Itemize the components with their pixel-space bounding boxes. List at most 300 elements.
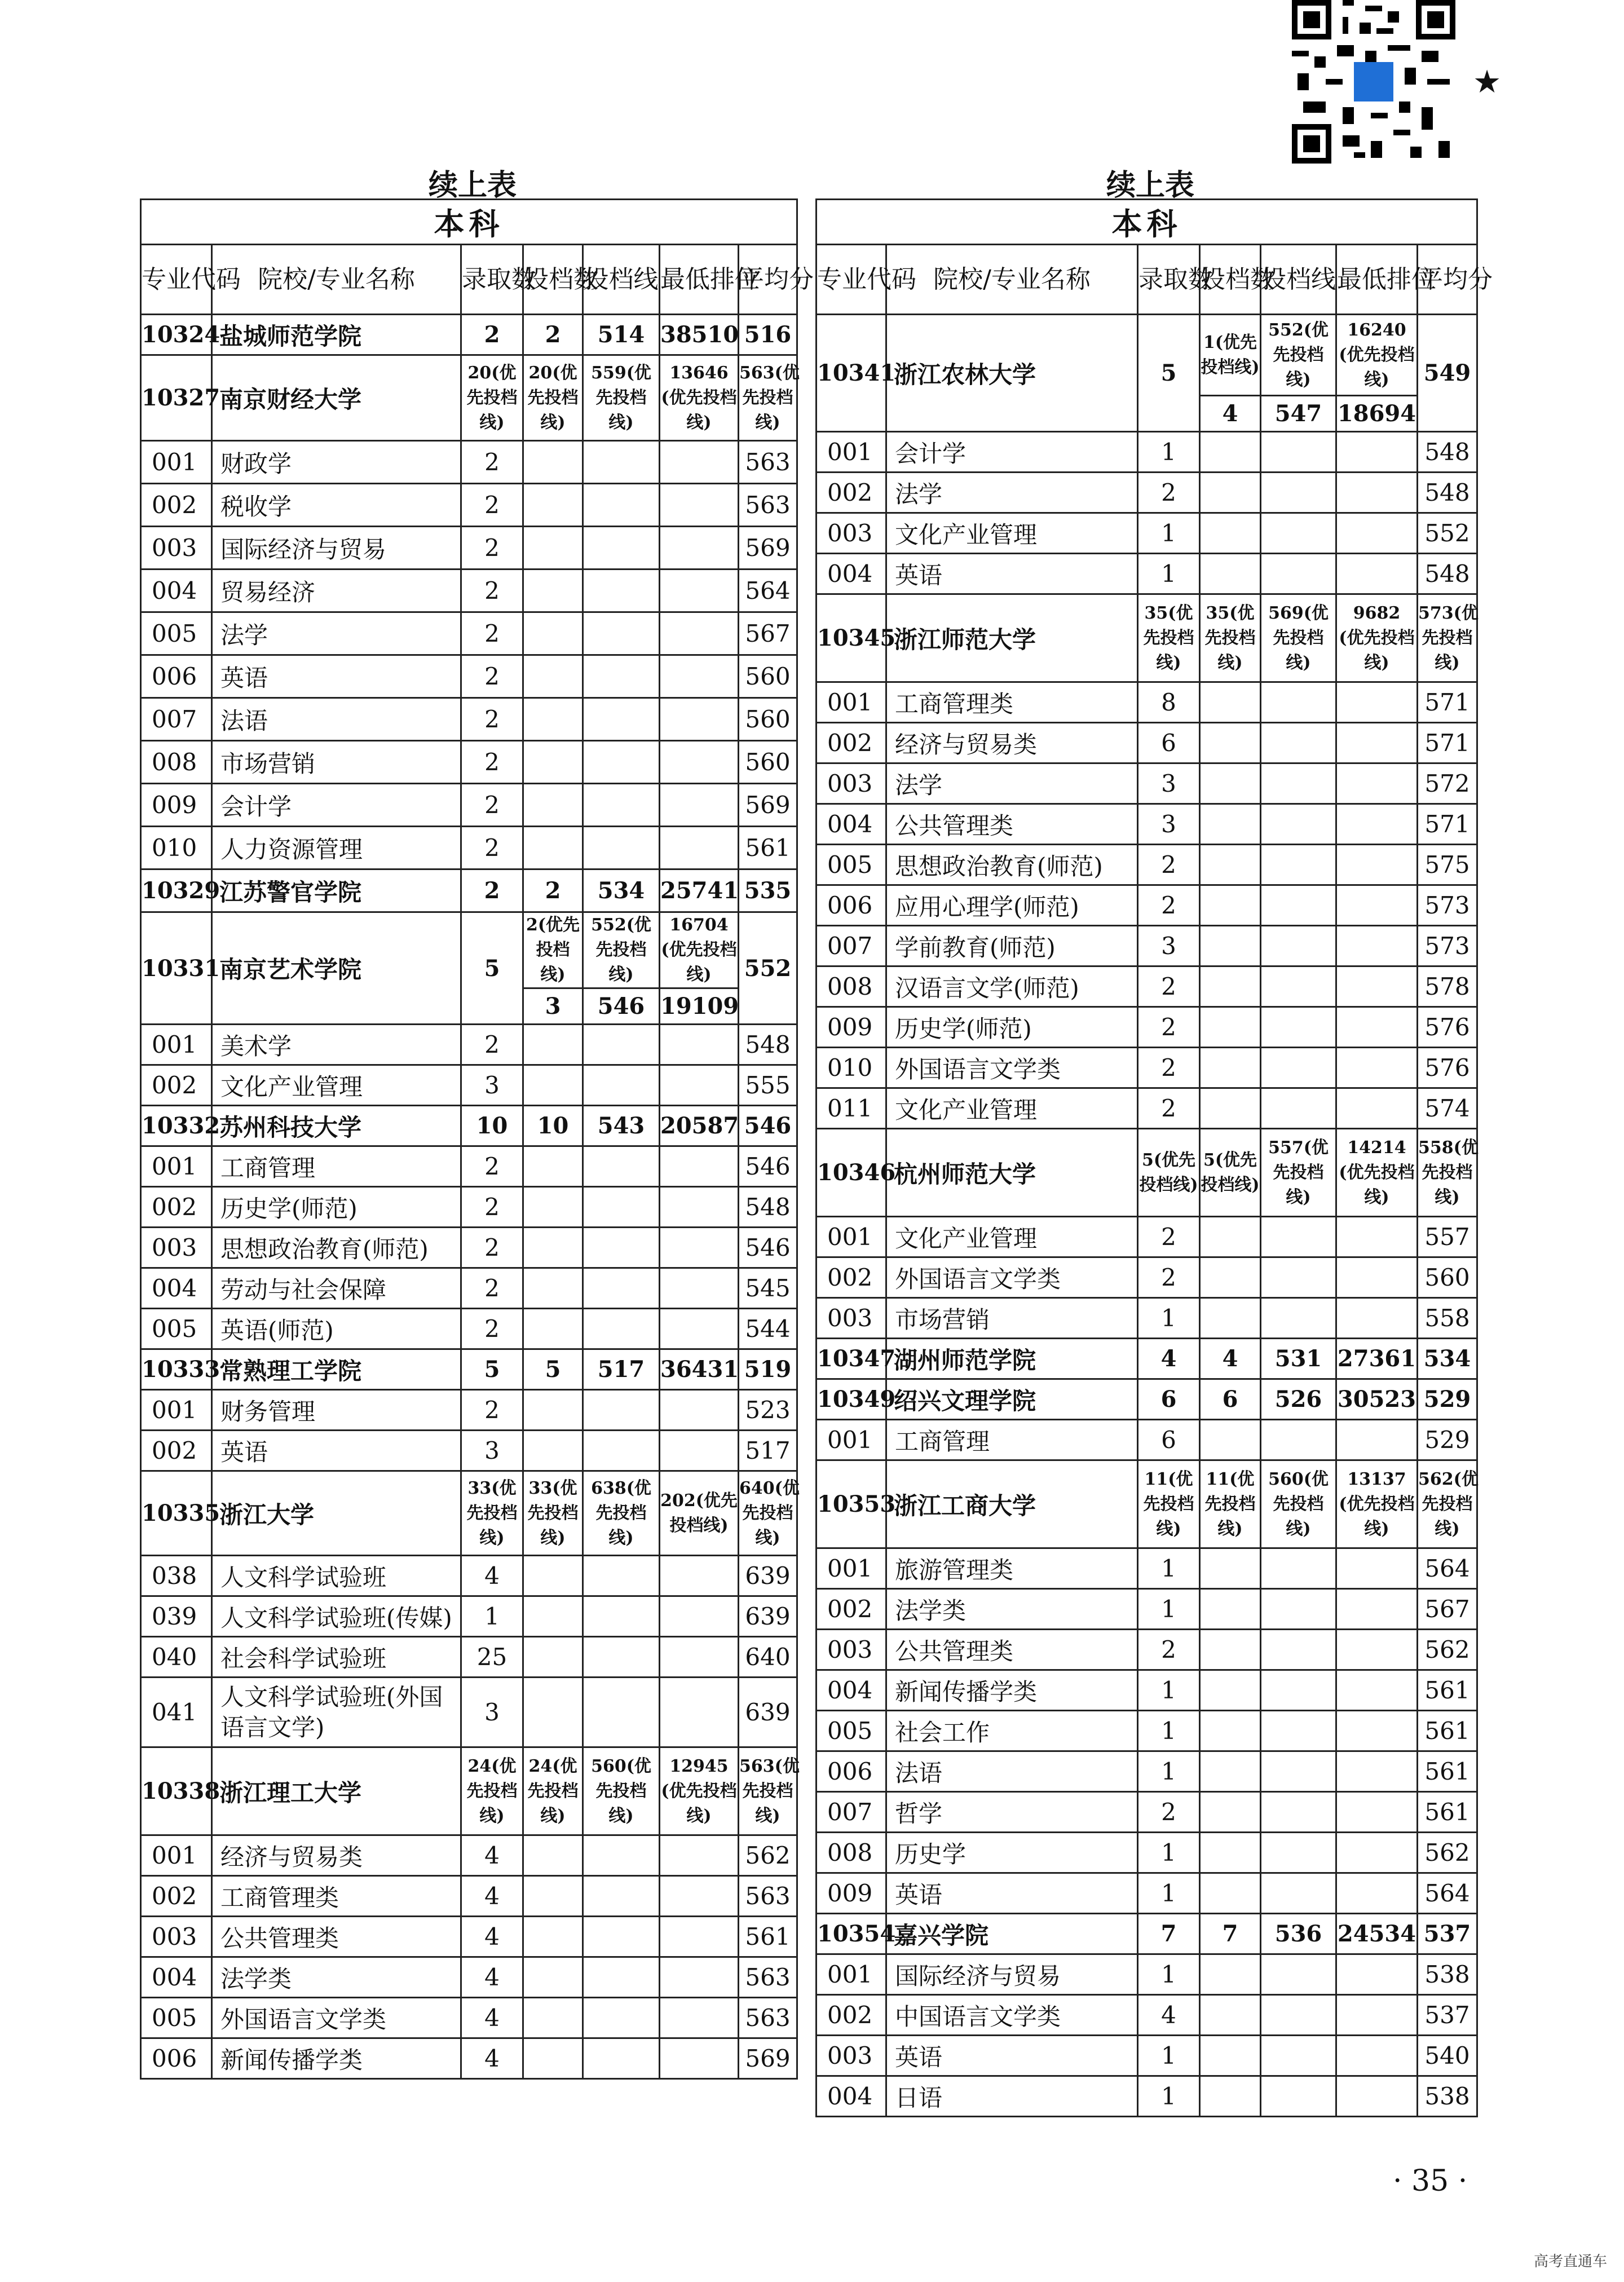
major-code: 005: [141, 1998, 212, 2038]
school-name: 湖州师范学院: [886, 1339, 1138, 1379]
file-count-priority: 1(优先投档线): [1200, 315, 1261, 396]
major-code: 041: [141, 1678, 212, 1747]
major-code: 010: [817, 1048, 886, 1088]
avg-score: 548: [1418, 432, 1477, 473]
major-code: 005: [141, 612, 212, 655]
major-name: 英语: [212, 655, 461, 698]
major-code: 011: [817, 1088, 886, 1129]
major-code: 039: [141, 1596, 212, 1637]
major-row: [141, 1917, 797, 1957]
major-row: [817, 1751, 1477, 1792]
admit-count: 2: [461, 315, 523, 355]
major-name: 国际经济与贸易: [886, 1954, 1138, 1995]
admission-table-right: [815, 198, 1493, 2117]
avg-score: 571: [1418, 723, 1477, 763]
major-code: 004: [141, 1957, 212, 1998]
major-name: 法学: [886, 763, 1138, 804]
min-rank: 30523: [1336, 1379, 1418, 1420]
avg-score: 573: [1418, 885, 1477, 926]
avg-score: 561: [1418, 1792, 1477, 1833]
admit-count: 2: [461, 1309, 523, 1349]
section-title: 本科: [141, 200, 797, 245]
caption-left: 续上表: [429, 168, 517, 202]
school-name: 浙江理工大学: [212, 1747, 461, 1835]
avg-score: 538: [1418, 2076, 1477, 2117]
major-code: 006: [817, 885, 886, 926]
major-name: 公共管理类: [886, 1630, 1138, 1670]
major-code: 004: [817, 2076, 886, 2117]
avg-score: 564: [1418, 1548, 1477, 1589]
file-count: 5(优先投档线): [1200, 1129, 1261, 1217]
major-name: 公共管理类: [212, 1917, 461, 1957]
school-row: [817, 594, 1477, 682]
admit-count: 2: [1138, 1217, 1200, 1257]
major-name: 税收学: [212, 484, 461, 527]
major-name: 经济与贸易类: [212, 1835, 461, 1876]
major-name: 人力资源管理: [212, 827, 461, 869]
avg-score: 576: [1418, 1007, 1477, 1048]
avg-score: 557: [1418, 1217, 1477, 1257]
major-row: [141, 1309, 797, 1349]
admit-count: 4: [461, 1556, 523, 1596]
school-code: 10331: [141, 912, 212, 1025]
school-row: [817, 1914, 1477, 1954]
major-name: 外国语言文学类: [886, 1048, 1138, 1088]
col-header-name: 院校/专业名称: [886, 245, 1138, 315]
admit-count: 1: [1138, 554, 1200, 594]
avg-score: 573(优先投档线): [1418, 594, 1477, 682]
qr-code: [1290, 0, 1457, 164]
admit-count: 2: [1138, 1257, 1200, 1298]
col-header-file: 投档数: [523, 245, 583, 315]
school-name: 杭州师范大学: [886, 1129, 1138, 1217]
school-code: 10333: [141, 1349, 212, 1390]
admit-count: 6: [1138, 1420, 1200, 1460]
major-row: [141, 570, 797, 612]
avg-score: 544: [739, 1309, 797, 1349]
school-row: [817, 1129, 1477, 1217]
major-row: [141, 1957, 797, 1998]
major-code: 007: [141, 698, 212, 741]
min-rank: 12945 (优先投档线): [660, 1747, 739, 1835]
major-row: [817, 1995, 1477, 2036]
admit-count: 4: [461, 1957, 523, 1998]
admit-count: 2: [1138, 473, 1200, 513]
major-name: 思想政治教育(师范): [886, 845, 1138, 885]
major-name: 思想政治教育(师范): [212, 1228, 461, 1268]
major-code: 002: [817, 1995, 886, 2036]
major-code: 002: [817, 1589, 886, 1630]
major-code: 004: [817, 554, 886, 594]
major-row: [817, 432, 1477, 473]
major-name: 法学: [886, 473, 1138, 513]
major-name: 学前教育(师范): [886, 926, 1138, 966]
avg-score: 576: [1418, 1048, 1477, 1088]
admit-count: 3: [461, 1678, 523, 1747]
major-name: 法语: [886, 1751, 1138, 1792]
major-name: 社会科学试验班: [212, 1637, 461, 1678]
admit-count: 8: [1138, 682, 1200, 723]
min-rank: 25741: [660, 869, 739, 912]
avg-score: 561: [739, 1917, 797, 1957]
admit-count: 3: [1138, 804, 1200, 845]
major-name: 中国语言文学类: [886, 1995, 1138, 2036]
major-row: [141, 741, 797, 784]
avg-score: 555: [739, 1065, 797, 1106]
avg-score: 639: [739, 1556, 797, 1596]
avg-score: 517: [739, 1431, 797, 1471]
major-row: [817, 2036, 1477, 2076]
major-code: 003: [817, 1298, 886, 1339]
file-line: 547: [1261, 396, 1336, 432]
min-rank: 14214 (优先投档线): [1336, 1129, 1418, 1217]
school-name: 苏州科技大学: [212, 1106, 461, 1146]
col-header-file: 投档数: [1200, 245, 1261, 315]
major-row: [141, 1268, 797, 1309]
admit-count: 5(优先投档线): [1138, 1129, 1200, 1217]
major-row: [141, 441, 797, 484]
admit-count: 2: [461, 655, 523, 698]
major-code: 038: [141, 1556, 212, 1596]
major-code: 001: [141, 1390, 212, 1431]
major-row: [817, 763, 1477, 804]
min-rank: 202(优先投档线): [660, 1471, 739, 1556]
major-name: 新闻传播学类: [886, 1670, 1138, 1711]
admit-count: 20(优先投档线): [461, 355, 523, 441]
major-name: 工商管理类: [886, 682, 1138, 723]
school-code: 10324: [141, 315, 212, 355]
major-name: 会计学: [212, 784, 461, 827]
school-code: 10349: [817, 1379, 886, 1420]
admission-table-left: [140, 198, 814, 2080]
admit-count: 2: [461, 1228, 523, 1268]
major-row: [141, 1556, 797, 1596]
major-row: [817, 1088, 1477, 1129]
major-code: 006: [141, 2038, 212, 2079]
school-row: [141, 1471, 797, 1556]
major-name: 文化产业管理: [886, 1088, 1138, 1129]
major-row: [817, 1217, 1477, 1257]
major-code: 008: [817, 966, 886, 1007]
file-count: 10: [523, 1106, 583, 1146]
major-code: 005: [817, 1711, 886, 1751]
avg-score: 537: [1418, 1914, 1477, 1954]
school-code: 10335: [141, 1471, 212, 1556]
admit-count: 2: [461, 612, 523, 655]
min-rank: 9682 (优先投档线): [1336, 594, 1418, 682]
admit-count: 2: [461, 1390, 523, 1431]
admit-count: 25: [461, 1637, 523, 1678]
avg-score: 567: [739, 612, 797, 655]
col-header-admit: 录取数: [1138, 245, 1200, 315]
file-count: 6: [1200, 1379, 1261, 1420]
school-code: 10346: [817, 1129, 886, 1217]
file-count: 2: [523, 869, 583, 912]
admit-count: 6: [1138, 1379, 1200, 1420]
avg-score: 561: [1418, 1751, 1477, 1792]
avg-score: 558: [1418, 1298, 1477, 1339]
file-line: 517: [583, 1349, 660, 1390]
min-rank: 13646 (优先投档线): [660, 355, 739, 441]
major-code: 006: [141, 655, 212, 698]
major-code: 002: [817, 1257, 886, 1298]
school-code: 10338: [141, 1747, 212, 1835]
major-name: 美术学: [212, 1025, 461, 1065]
major-code: 009: [817, 1007, 886, 1048]
admit-count: 4: [461, 1835, 523, 1876]
major-code: 004: [817, 1670, 886, 1711]
avg-score: 546: [739, 1146, 797, 1187]
major-name: 人文科学试验班(外国语言文学): [212, 1678, 461, 1747]
major-code: 002: [141, 1187, 212, 1228]
major-name: 国际经济与贸易: [212, 527, 461, 570]
admit-count: 1: [1138, 1833, 1200, 1873]
avg-score: 523: [739, 1390, 797, 1431]
col-header-rank: 最低排位: [1336, 245, 1418, 315]
avg-score: 569: [739, 2038, 797, 2079]
file-line: 531: [1261, 1339, 1336, 1379]
admit-count: 4: [461, 1876, 523, 1917]
school-code: 10347: [817, 1339, 886, 1379]
min-rank: 36431: [660, 1349, 739, 1390]
major-code: 002: [817, 723, 886, 763]
school-row: [141, 355, 797, 441]
file-line-priority: 552(优先投档线): [583, 912, 660, 988]
school-row: [817, 1460, 1477, 1548]
major-code: 001: [817, 1420, 886, 1460]
avg-score: 571: [1418, 804, 1477, 845]
file-count: 7: [1200, 1914, 1261, 1954]
major-name: 财政学: [212, 441, 461, 484]
admit-count: 2: [461, 827, 523, 869]
admit-count: 4: [461, 2038, 523, 2079]
major-row: [817, 1007, 1477, 1048]
file-count: 35(优先投档线): [1200, 594, 1261, 682]
avg-score: 562: [1418, 1630, 1477, 1670]
min-rank-priority: 16240 (优先投档线): [1336, 315, 1418, 396]
major-name: 英语: [886, 1873, 1138, 1914]
avg-score: 546: [739, 1106, 797, 1146]
file-line: 526: [1261, 1379, 1336, 1420]
file-count: 24(优先投档线): [523, 1747, 583, 1835]
file-count: 3: [523, 988, 583, 1025]
school-name: 浙江大学: [212, 1471, 461, 1556]
major-row: [817, 885, 1477, 926]
major-name: 历史学(师范): [886, 1007, 1138, 1048]
avg-score: 548: [1418, 473, 1477, 513]
avg-score: 548: [739, 1187, 797, 1228]
avg-score: 571: [1418, 682, 1477, 723]
major-code: 001: [141, 1025, 212, 1065]
school-name: 嘉兴学院: [886, 1914, 1138, 1954]
admit-count: 2: [461, 570, 523, 612]
major-name: 财务管理: [212, 1390, 461, 1431]
major-name: 英语: [212, 1431, 461, 1471]
avg-score: 567: [1418, 1589, 1477, 1630]
file-count: 33(优先投档线): [523, 1471, 583, 1556]
admit-count: 1: [1138, 1711, 1200, 1751]
major-name: 新闻传播学类: [212, 2038, 461, 2079]
school-name: 常熟理工学院: [212, 1349, 461, 1390]
avg-score: 548: [739, 1025, 797, 1065]
admit-count: 2: [461, 527, 523, 570]
admit-count: 3: [1138, 763, 1200, 804]
major-code: 005: [817, 845, 886, 885]
major-name: 贸易经济: [212, 570, 461, 612]
avg-score: 552: [739, 912, 797, 1025]
admit-count: 2: [1138, 1007, 1200, 1048]
admit-count: 2: [1138, 1792, 1200, 1833]
col-header-code: 专业代码: [141, 245, 212, 315]
school-name: 南京财经大学: [212, 355, 461, 441]
admit-count: 5: [1138, 315, 1200, 432]
major-name: 经济与贸易类: [886, 723, 1138, 763]
admit-count: 1: [1138, 1751, 1200, 1792]
major-code: 001: [817, 682, 886, 723]
avg-score: 578: [1418, 966, 1477, 1007]
admit-count: 2: [461, 484, 523, 527]
major-row: [141, 1431, 797, 1471]
major-name: 外国语言文学类: [886, 1257, 1138, 1298]
admit-count: 2: [1138, 1630, 1200, 1670]
major-name: 人文科学试验班: [212, 1556, 461, 1596]
avg-score: 574: [1418, 1088, 1477, 1129]
avg-score: 549: [1418, 315, 1477, 432]
admit-count: 4: [1138, 1339, 1200, 1379]
major-code: 001: [141, 1835, 212, 1876]
major-name: 工商管理类: [212, 1876, 461, 1917]
major-row: [141, 1390, 797, 1431]
major-name: 旅游管理类: [886, 1548, 1138, 1589]
file-line: 569(优先投档线): [1261, 594, 1336, 682]
major-code: 003: [141, 1917, 212, 1957]
admit-count: 4: [1138, 1995, 1200, 2036]
page-number: · 35 ·: [1393, 2164, 1468, 2198]
avg-score: 563: [739, 1957, 797, 1998]
col-header-code: 专业代码: [817, 245, 886, 315]
avg-score: 546: [739, 1228, 797, 1268]
school-name: 浙江农林大学: [886, 315, 1138, 432]
major-code: 001: [817, 1954, 886, 1995]
avg-score: 640(优先投档线): [739, 1471, 797, 1556]
school-row: [141, 869, 797, 912]
avg-score: 640: [739, 1637, 797, 1678]
major-code: 006: [817, 1751, 886, 1792]
school-code: 10341: [817, 315, 886, 432]
admit-count: 1: [1138, 1589, 1200, 1630]
avg-score: 534: [1418, 1339, 1477, 1379]
admit-count: 2: [1138, 885, 1200, 926]
major-row: [141, 1678, 797, 1747]
col-header-name: 院校/专业名称: [212, 245, 461, 315]
school-row: [141, 1747, 797, 1835]
school-name: 南京艺术学院: [212, 912, 461, 1025]
major-name: 工商管理: [212, 1146, 461, 1187]
col-header-avg: 平均分: [739, 245, 797, 315]
admit-count: 4: [461, 1998, 523, 2038]
avg-score: 529: [1418, 1420, 1477, 1460]
file-line-priority: 552(优先投档线): [1261, 315, 1336, 396]
major-row: [141, 784, 797, 827]
avg-score: 537: [1418, 1995, 1477, 2036]
admit-count: 6: [1138, 723, 1200, 763]
admit-count: 1: [1138, 513, 1200, 554]
admit-count: 2: [461, 1025, 523, 1065]
admit-count: 35(优先投档线): [1138, 594, 1200, 682]
major-code: 003: [817, 1630, 886, 1670]
major-name: 外国语言文学类: [212, 1998, 461, 2038]
school-row: [141, 1349, 797, 1390]
col-header-admit: 录取数: [461, 245, 523, 315]
school-name: 浙江师范大学: [886, 594, 1138, 682]
major-row: [141, 1637, 797, 1678]
section-title: 本科: [817, 200, 1477, 245]
min-rank: 24534: [1336, 1914, 1418, 1954]
major-row: [141, 1835, 797, 1876]
avg-score: 560: [739, 655, 797, 698]
avg-score: 564: [1418, 1873, 1477, 1914]
major-row: [141, 1876, 797, 1917]
col-header-line: 投档线: [1261, 245, 1336, 315]
admit-count: 1: [1138, 1298, 1200, 1339]
avg-score: 569: [739, 784, 797, 827]
major-name: 社会工作: [886, 1711, 1138, 1751]
major-name: 日语: [886, 2076, 1138, 2117]
major-name: 法学类: [886, 1589, 1138, 1630]
major-name: 英语: [886, 2036, 1138, 2076]
admit-count: 1: [461, 1596, 523, 1637]
major-name: 法语: [212, 698, 461, 741]
avg-score: 639: [739, 1596, 797, 1637]
admit-count: 1: [1138, 1670, 1200, 1711]
major-name: 会计学: [886, 432, 1138, 473]
admit-count: 2: [461, 1187, 523, 1228]
major-row: [817, 554, 1477, 594]
major-code: 001: [817, 432, 886, 473]
major-row: [817, 845, 1477, 885]
major-row: [817, 1420, 1477, 1460]
admit-count: 1: [1138, 432, 1200, 473]
major-code: 008: [141, 741, 212, 784]
admit-count: 2: [461, 441, 523, 484]
admit-count: 2: [1138, 966, 1200, 1007]
min-rank: 19109: [660, 988, 739, 1025]
min-rank: 13137 (优先投档线): [1336, 1460, 1418, 1548]
file-count: 5: [523, 1349, 583, 1390]
avg-score: 519: [739, 1349, 797, 1390]
admit-count: 1: [1138, 1873, 1200, 1914]
major-code: 001: [817, 1548, 886, 1589]
star-icon: ★: [1473, 64, 1502, 100]
major-row: [817, 1954, 1477, 1995]
min-rank: 27361: [1336, 1339, 1418, 1379]
file-count: 11(优先投档线): [1200, 1460, 1261, 1548]
avg-score: 562: [739, 1835, 797, 1876]
major-row: [817, 804, 1477, 845]
min-rank-priority: 16704 (优先投档线): [660, 912, 739, 988]
avg-score: 540: [1418, 2036, 1477, 2076]
major-row: [141, 1228, 797, 1268]
avg-score: 562: [1418, 1833, 1477, 1873]
avg-score: 560: [1418, 1257, 1477, 1298]
footer-brand: 高考直通车: [1534, 2253, 1608, 2270]
avg-score: 563: [739, 484, 797, 527]
avg-score: 560: [739, 698, 797, 741]
admit-count: 1: [1138, 2036, 1200, 2076]
avg-score: 563(优先投档线): [739, 1747, 797, 1835]
major-name: 文化产业管理: [886, 1217, 1138, 1257]
major-code: 007: [817, 926, 886, 966]
